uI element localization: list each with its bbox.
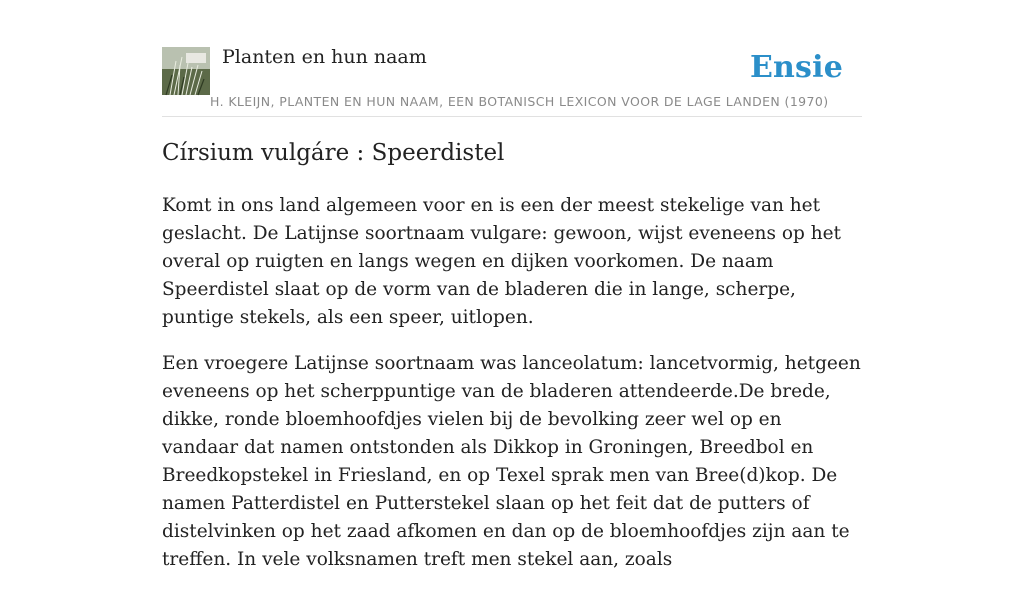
book-cover-image [162,47,210,95]
entry-paragraph: Komt in ons land algemeen voor en is een der meest stekelige van het geslacht. De Latijnse soortnaam vulgare: gewoon, wijst eveneens op het overal op ruigten en langs wegen en dijken voorkomen. De naam Speerdistel slaat op de vorm van de bladeren die in lange, scherpe, puntige stekels, als een speer, uitlopen. [162,195,841,328]
entry-paragraph: Een vroegere Latijnse soortnaam was lanceolatum: lancetvormig, hetgeen eveneens op het scherppuntige van de bladeren attendeerde.De brede, dikke, ronde bloemhoofdjes vielen bij de bevolking zeer wel op en vandaar dat namen ontstonden als Dikkop in Groningen, Breedbol en Breedkopstekel in Friesland, en op Texel sprak men van Bree(d)kop. De namen Patterdistel en Putterstekel slaan op het feit dat de putters of distelvinken op het zaad afkomen en dan op de bloemhoofdjes zijn aan te treffen. In vele volksnamen treft men stekel aan, zoals [162,353,861,570]
book-cover-avatar[interactable] [162,47,210,95]
ensie-logo-link[interactable]: Ensie [749,50,843,85]
source-citation: H. KLEIJN, PLANTEN EN HUN NAAM, EEN BOTANISCH LEXICON VOOR DE LAGE LANDEN (1970) [210,94,829,109]
entry-title: Círsium vulgáre : Speerdistel [162,140,505,166]
book-header [162,40,862,117]
entry-content [162,192,862,592]
book-title-link[interactable]: Planten en hun naam [222,46,427,68]
